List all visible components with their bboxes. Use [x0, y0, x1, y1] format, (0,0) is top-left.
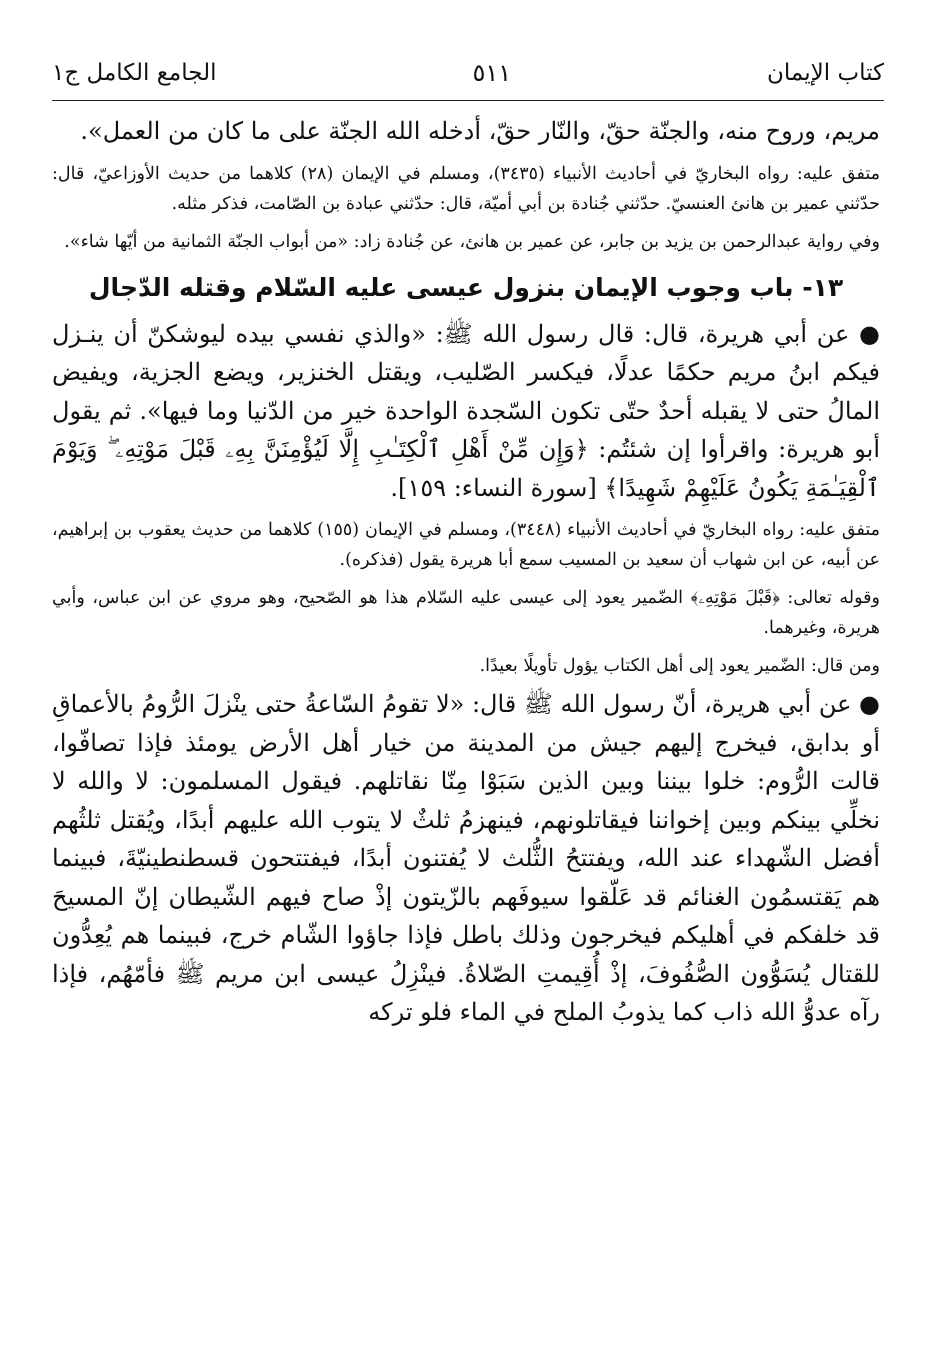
- commentary-note: وقوله تعالى: ﴿قَبْلَ مَوْتِهِۦ﴾ الضّمير يعود إلى عيسى عليه السّلام هذا هو الصّحيح، وهو مروي عن ابن عباس، وأبي هريرة، وغيرهما.: [52, 588, 880, 638]
- hadith-paragraph: ● عن أبي هريرة، أنّ رسول الله ﷺ قال: «لا تقومُ السّاعةُ حتى ينْزلَ الرُّومُ بالأعماقِ أو بدابق، فيخرج إليهم جيش من المدينة من خيار أهل الأرض يومئذ فإذا تصافّوا، قالت الرُّوم: خلوا بيننا وبين الذين سَبَوْا مِنّا نقاتلهم. فيقول المسلمون: لا والله لا نخلِّي بينكم وبين إخواننا فيقاتلونهم، فينهزمُ ثلثٌ لا يتوب الله عليهم أبدًا، ويُقتل ثلثُهم أفضل الشّهداء عند الله، ويفتتحُ الثُّلث لا يُفتنون أبدًا، فيفتتحون قسطنطينيّةَ، فبينما هم يَقتسمُون الغنائم قد عَلّقوا سيوفَهم بالزّيتون إذْ صاح فيهم الشّيطان إنّ المسيحَ قد خلفكم في أهليكم فيخرجون وذلك باطل فإذا جاؤوا الشّام خرج، فبينما هم يُعِدُّون للقتال يُسَوُّون الصُّفُوفَ، إذْ أُقِيمتِ الصّلاةُ. فينْزِلُ عيسى ابن مريم ﷺ فأمّهُم، فإذا رآه عدوُّ الله ذاب كما يذوبُ الملح في الماء فلو تركه: [52, 690, 881, 1026]
- hadith-paragraph: ● عن أبي هريرة، قال: قال رسول الله ﷺ: «والذي نفسي بيده ليوشكنّ أن ينـزل فيكم ابنُ مريم حكمًا عدلًا، فيكسر الصّليب، ويقتل الخنزير، ويضع الجزية، ويفيض المالُ حتى لا يقبله أحدٌ حتّى تكون السّجدة الواحدة خير من الدّنيا وما فيها». ثم يقول أبو هريرة: واقرأوا إن شئتُم: ﴿وَإِن مِّنْ أَهْلِ ٱلْكِتَـٰبِ إِلَّا لَيُؤْمِنَنَّ بِهِۦ قَبْلَ مَوْتِهِۦ ۖ وَيَوْمَ ٱلْقِيَـٰمَةِ يَكُونُ عَلَيْهِمْ شَهِيدًا﴾ [سورة النساء: ١٥٩].: [52, 319, 880, 502]
- commentary-note: ومن قال: الضّمير يعود إلى أهل الكتاب يؤول تأويلًا بعيدًا.: [479, 656, 880, 676]
- takhrij-note: متفق عليه: رواه البخاريّ في أحاديث الأنبياء (٣٤٣٥)، ومسلم في الإيمان (٢٨) كلاهما من حديث الأوزاعيّ، قال: حدّثني عمير بن هانئ العنسيّ. حدّثني جُنادة بن أبي أميّة، قال: حدّثني عبادة بن الصّامت، فذكر مثله.: [52, 163, 881, 214]
- chapter-title: كتاب الإيمان: [767, 60, 884, 86]
- narration-variant-note: وفي رواية عبدالرحمن بن يزيد بن جابر، عن عمير بن هانئ، عن جُنادة زاد: «من أبواب الجنّة الثمانية من أيّها شاء».: [64, 231, 880, 252]
- page-body: [52, 112, 880, 1032]
- chapter-heading: ١٣- باب وجوب الإيمان بنزول عيسى عليه السّلام وقتله الدّجال: [88, 272, 844, 302]
- hadith-continuation: مريم، وروح منه، والجنّة حقّ، والنّار حقّ، أدخله الله الجنّة على ما كان من العمل».: [80, 117, 880, 145]
- page-number: ٥١١: [472, 59, 512, 87]
- running-header: [52, 48, 884, 98]
- takhrij-note: متفق عليه: رواه البخاريّ في أحاديث الأنبياء (٣٤٤٨)، ومسلم في الإيمان (١٥٥) كلاهما من حديث يعقوب بن إبراهيم، عن أبيه، عن ابن شهاب أن سعيد بن المسيب سمع أبا هريرة يقول (فذكره).: [52, 520, 880, 570]
- book-title: الجامع الكامل ج١: [52, 60, 217, 86]
- header-rule: [52, 100, 884, 101]
